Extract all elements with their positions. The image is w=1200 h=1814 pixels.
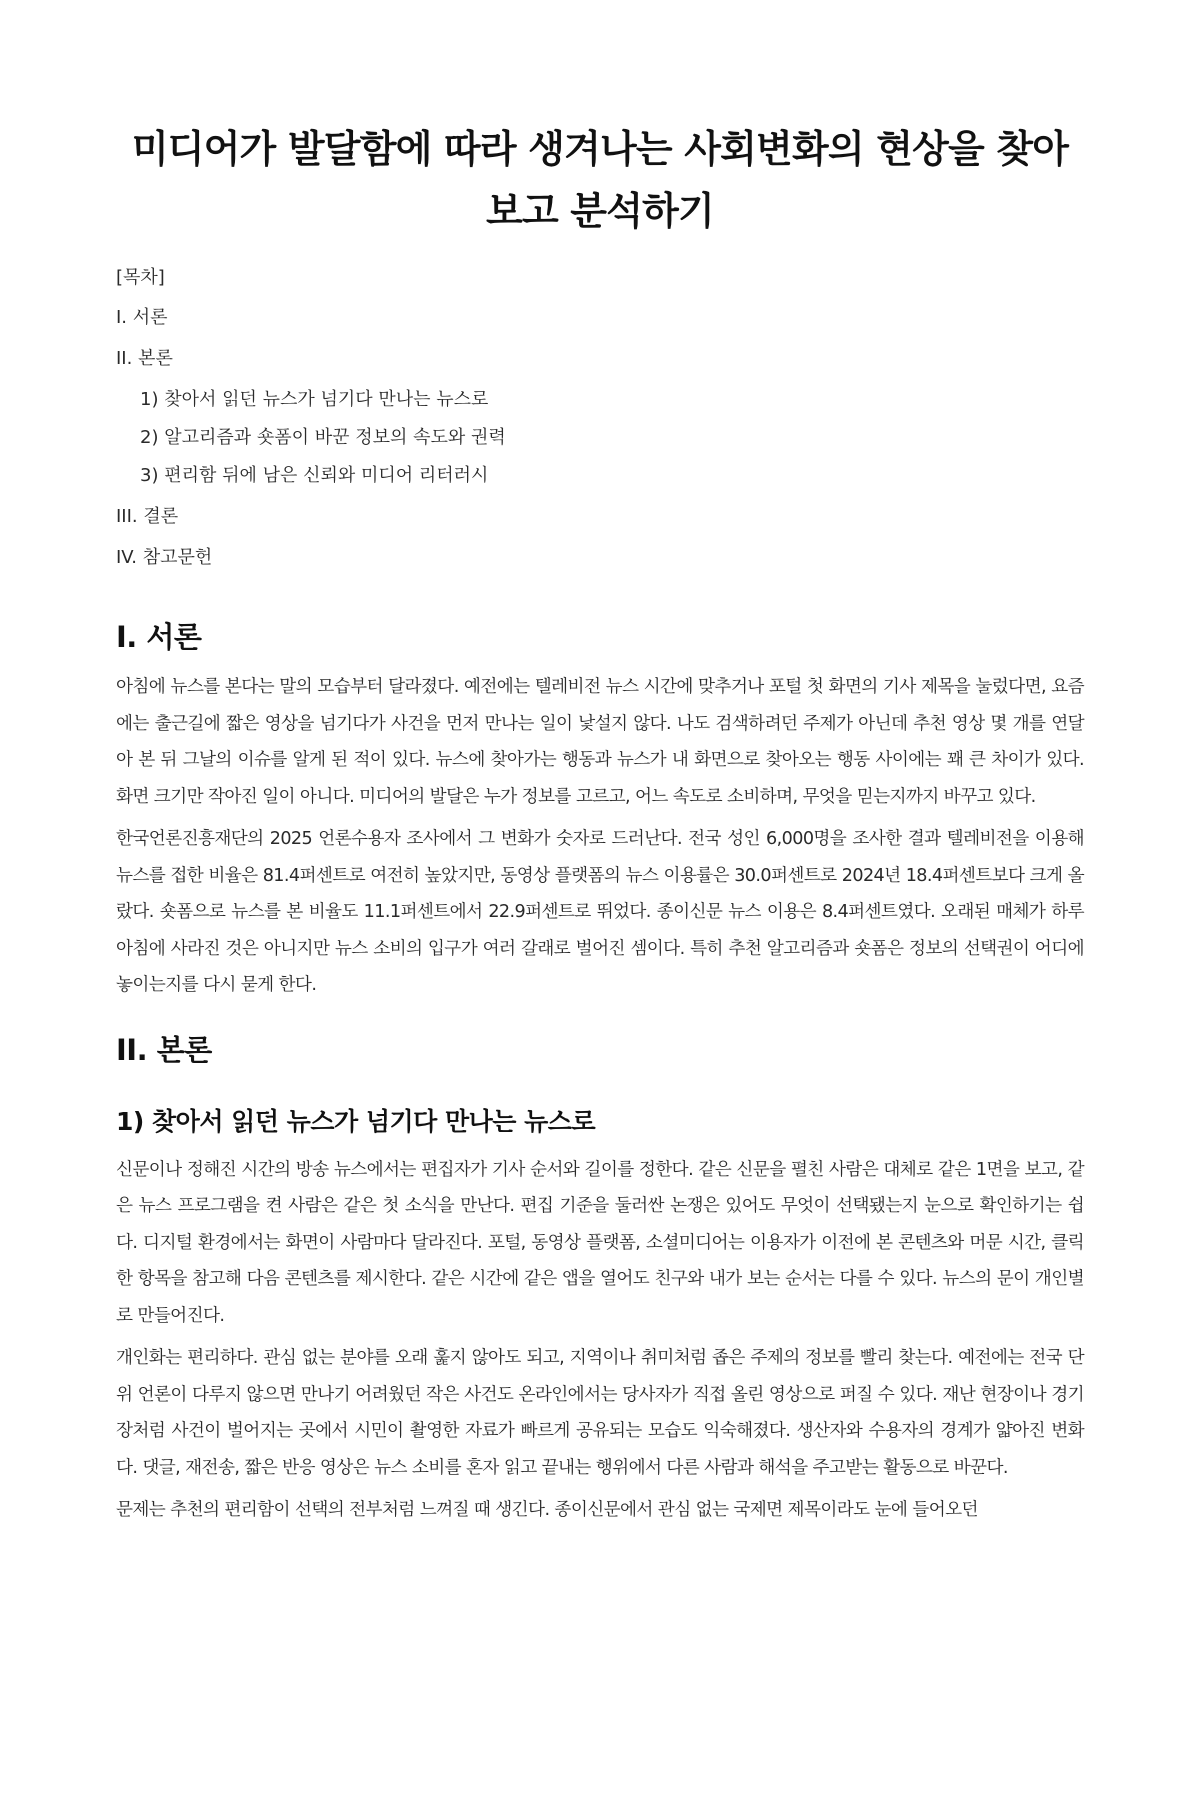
toc-item-conclusion: III. 결론 [116, 506, 179, 527]
toc-item-references: IV. 참고문헌 [116, 547, 213, 568]
toc-subitem-2: 2) 알고리즘과 숏폼이 바꾼 정보의 속도와 권력 [140, 427, 506, 448]
subsection-heading-1: 1) 찾아서 읽던 뉴스가 넘기다 만나는 뉴스로 [116, 1106, 596, 1136]
table-of-contents [116, 266, 1084, 587]
toc-heading: [목차] [116, 267, 165, 288]
toc-subitem-1: 1) 찾아서 읽던 뉴스가 넘기다 만나는 뉴스로 [140, 389, 489, 410]
body-paragraph: 개인화는 편리하다. 관심 없는 분야를 오래 훑지 않아도 되고, 지역이나 취미처럼 좁은 주제의 정보를 빨리 찾는다. 예전에는 전국 단위 언론이 다루지 않으면 만나기 어려웠던 작은 사건도 온라인에서는 당사자가 직접 올린 영상으로 퍼질 수 있다. 재난 현장이나 경기장처럼 사건이 벌어지는 곳에서 시민이 촬영한 자료가 빠르게 공유되는 모습도 익숙해졌다. 생산자와 수용자의 경계가 얇아진 변화다. 댓글, 재전송, 짧은 반응 영상은 뉴스 소비를 혼자 읽고 끝내는 행위에서 다른 사람과 해석을 주고받는 활동으로 바꾼다. [116, 1348, 1084, 1478]
document-title: 미디어가 발달함에 따라 생겨나는 사회변화의 현상을 찾아보고 분석하기 [131, 127, 1069, 233]
toc-item-body: II. 본론 [116, 348, 173, 369]
intro-paragraph: 한국언론진흥재단의 2025 언론수용자 조사에서 그 변화가 숫자로 드러난다. 전국 성인 6,000명을 조사한 결과 텔레비전을 이용해 뉴스를 접한 비율은 81.4퍼센트로 여전히 높았지만, 동영상 플랫폼의 뉴스 이용률은 30.0퍼센트로 2024년 18.4퍼센트보다 크게 올랐다. 숏폼으로 뉴스를 본 비율도 11.1퍼센트에서 22.9퍼센트로 뛰었다. 종이신문 뉴스 이용은 8.4퍼센트였다. 오래된 매체가 하루아침에 사라진 것은 아니지만 뉴스 소비의 입구가 여러 갈래로 벌어진 셈이다. 특히 추천 알고리즘과 숏폼은 정보의 선택권이 어디에 놓이는지를 다시 묻게 한다. [116, 829, 1084, 995]
document-page [0, 118, 1200, 1814]
intro-paragraph: 아침에 뉴스를 본다는 말의 모습부터 달라졌다. 예전에는 텔레비전 뉴스 시간에 맞추거나 포털 첫 화면의 기사 제목을 눌렀다면, 요즘에는 출근길에 짧은 영상을 넘기다가 사건을 먼저 만나는 일이 낯설지 않다. 나도 검색하려던 주제가 아닌데 추천 영상 몇 개를 연달아 본 뒤 그날의 이슈를 알게 된 적이 있다. 뉴스에 찾아가는 행동과 뉴스가 내 화면으로 찾아오는 행동 사이에는 꽤 큰 차이가 있다. 화면 크기만 작아진 일이 아니다. 미디어의 발달은 누가 정보를 고르고, 어느 속도로 소비하며, 무엇을 믿는지까지 바꾸고 있다. [116, 677, 1084, 807]
toc-subitem-3: 3) 편리함 뒤에 남은 신뢰와 미디어 리터러시 [140, 465, 489, 486]
toc-item-intro: I. 서론 [116, 307, 168, 328]
body-paragraph: 문제는 추천의 편리함이 선택의 전부처럼 느껴질 때 생긴다. 종이신문에서 관심 없는 국제면 제목이라도 눈에 들어오던 [116, 1500, 978, 1520]
section-heading-intro: I. 서론 [116, 620, 202, 654]
body-paragraph: 신문이나 정해진 시간의 방송 뉴스에서는 편집자가 기사 순서와 길이를 정한다. 같은 신문을 펼친 사람은 대체로 같은 1면을 보고, 같은 뉴스 프로그램을 켠 사람은 같은 첫 소식을 만난다. 편집 기준을 둘러싼 논쟁은 있어도 무엇이 선택됐는지 눈으로 확인하기는 쉽다. 디지털 환경에서는 화면이 사람마다 달라진다. 포털, 동영상 플랫폼, 소셜미디어는 이용자가 이전에 본 콘텐츠와 머문 시간, 클릭한 항목을 참고해 다음 콘텐츠를 제시한다. 같은 시간에 같은 앱을 열어도 친구와 내가 보는 순서는 다를 수 있다. 뉴스의 문이 개인별로 만들어진다. [116, 1159, 1084, 1326]
section-heading-body: II. 본론 [116, 1032, 212, 1067]
